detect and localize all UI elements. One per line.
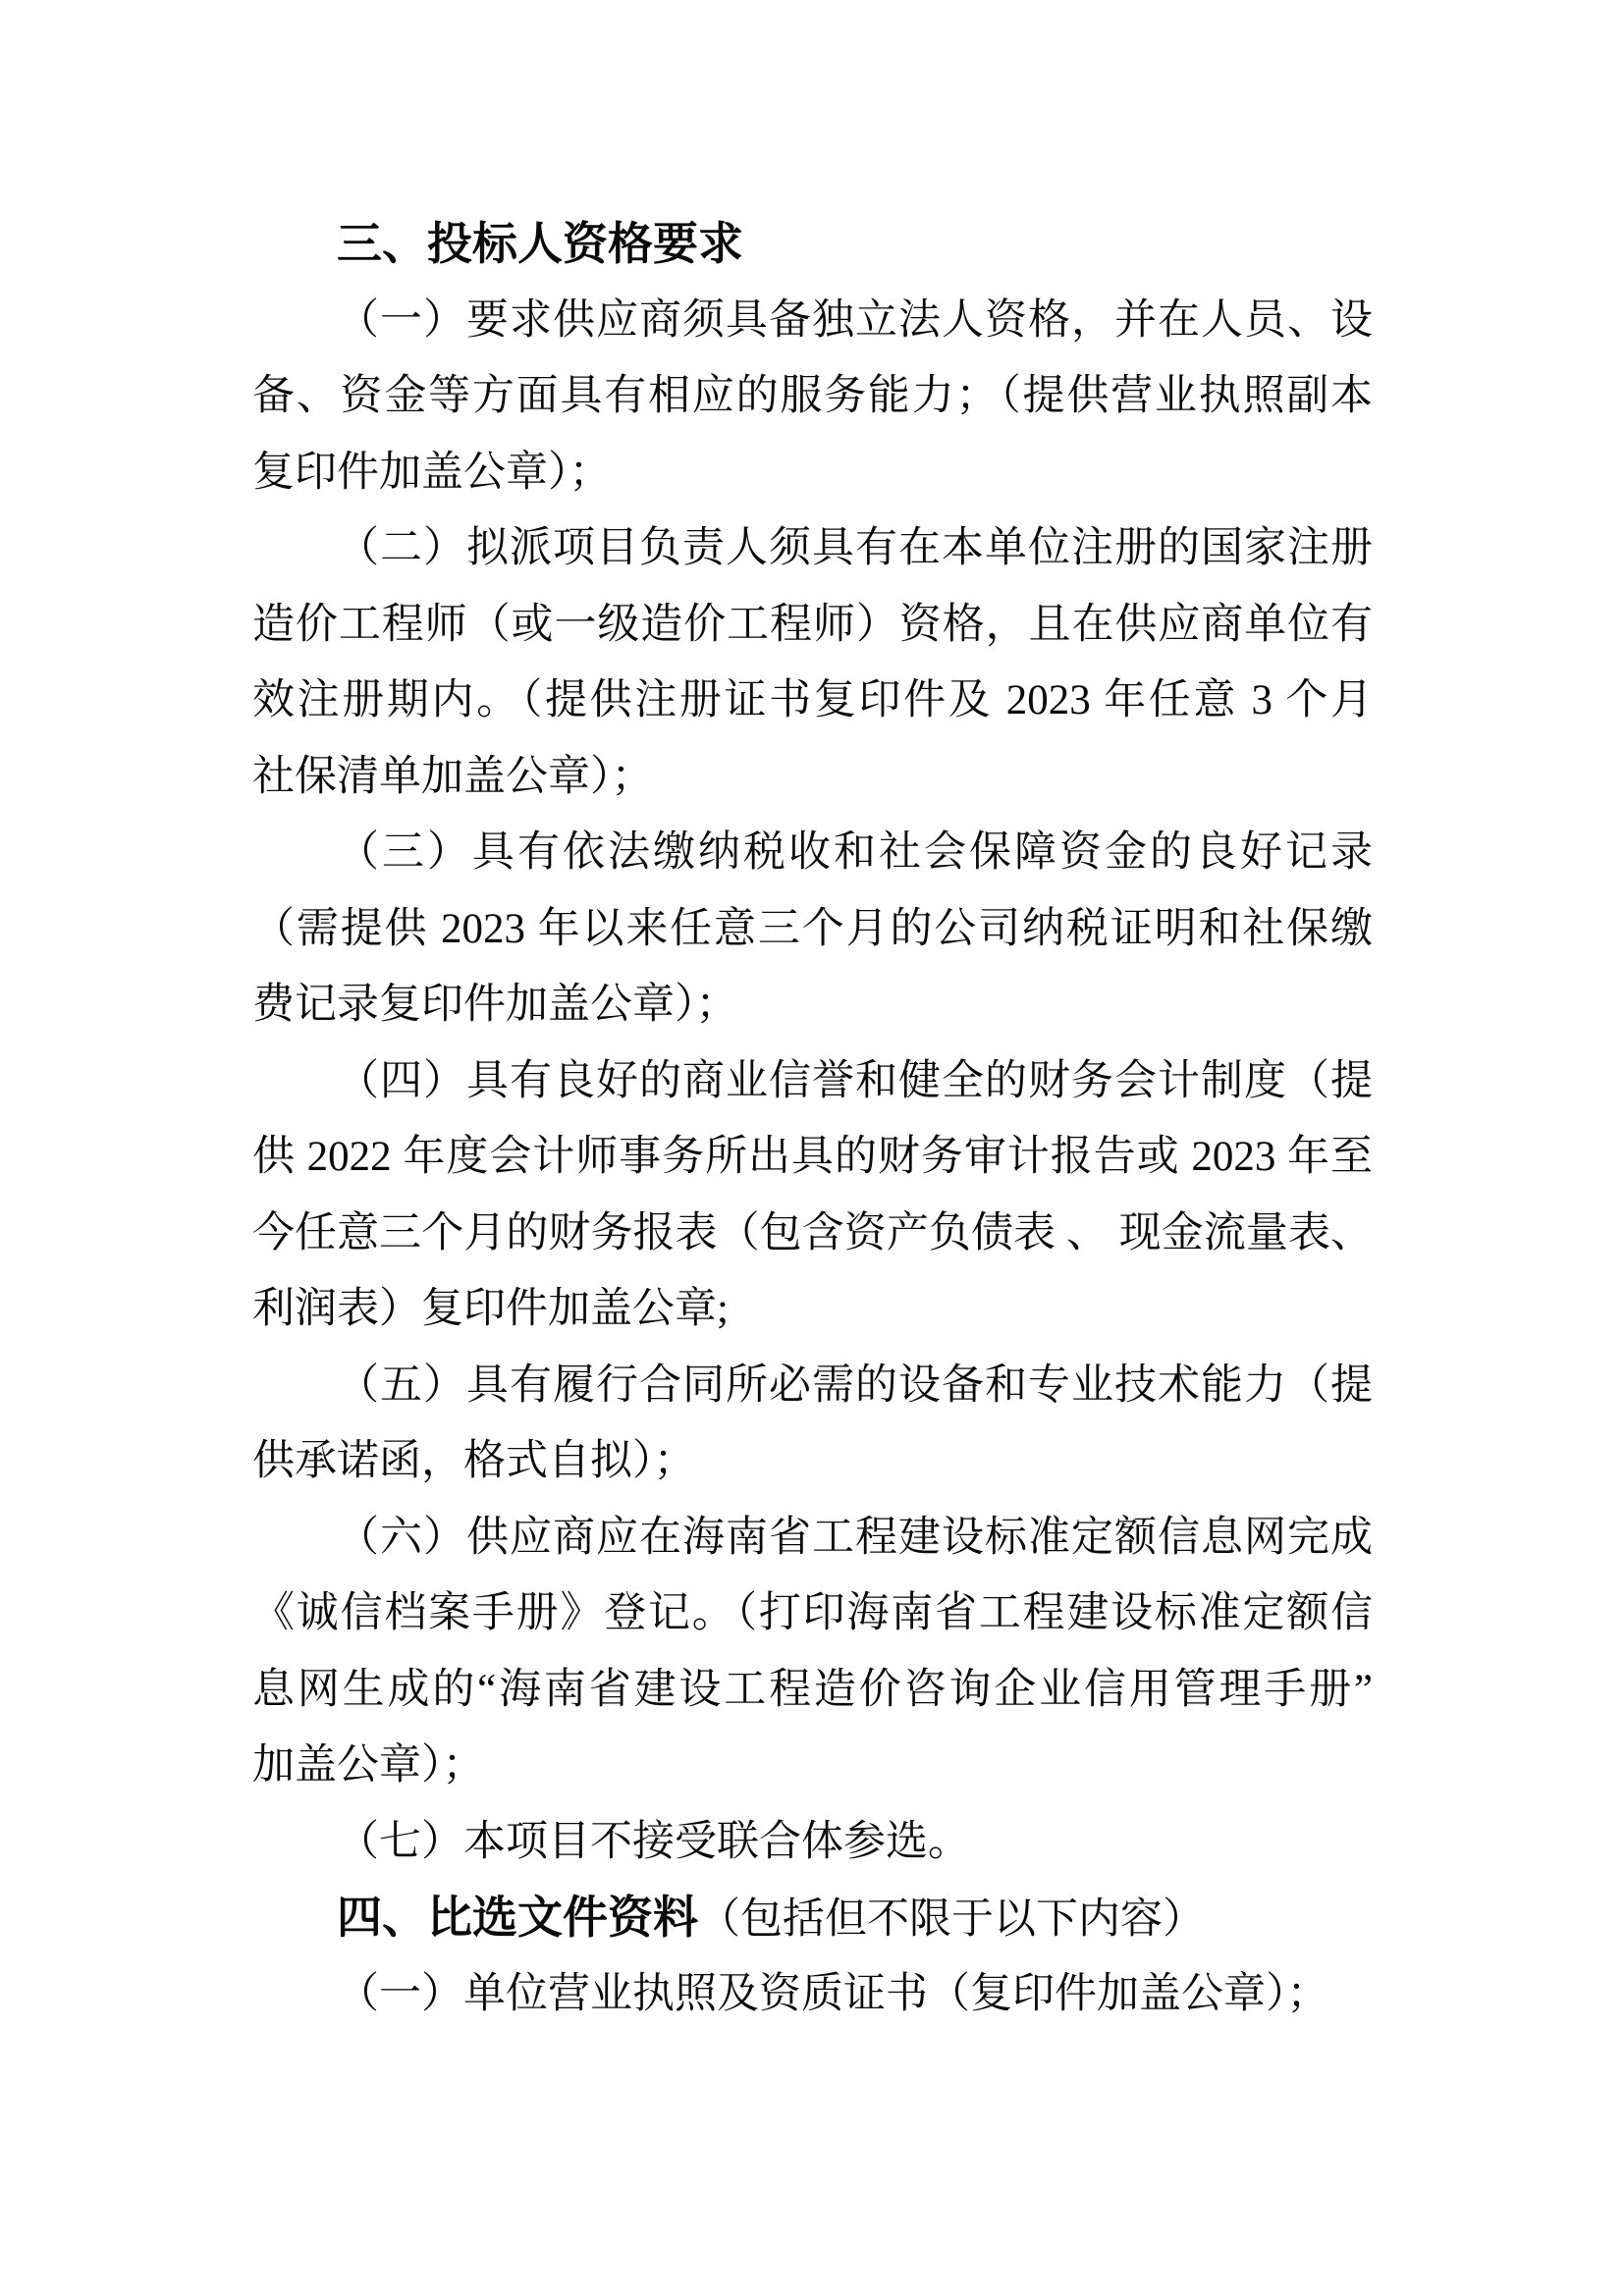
body-text: 加盖公章）； xyxy=(252,1742,485,1789)
body-text: （六）供应商应在海南省工程建设标准定额信息网完成 xyxy=(337,1514,1373,1561)
body-text: （需提供 2023 年以来任意三个月的公司纳税证明和社保缴 xyxy=(252,905,1373,952)
body-text: 社保清单加盖公章）； xyxy=(252,753,654,800)
body-text: 息网生成的“海南省建设工程造价咨询企业信用管理手册” xyxy=(252,1666,1373,1713)
body-text: （四）具有良好的商业信誉和健全的财务会计制度（提 xyxy=(337,1057,1373,1104)
body-text: 备、资金等方面具有相应的服务能力；（提供营业执照副本 xyxy=(252,373,1373,419)
document-line xyxy=(252,1652,1373,1729)
body-text: 费记录复印件加盖公章）； xyxy=(252,982,738,1028)
document-line xyxy=(252,587,1373,664)
section-heading-3 xyxy=(252,206,1373,283)
document-line xyxy=(252,1956,1373,2033)
document-line xyxy=(252,1804,1373,1881)
body-text: 《诚信档案手册》登记。（打印海南省工程建设标准定额信 xyxy=(252,1590,1373,1636)
document-line xyxy=(252,663,1373,739)
document-line xyxy=(252,967,1373,1043)
body-text: 复印件加盖公章）； xyxy=(252,449,612,496)
document-line xyxy=(252,1728,1373,1804)
document-line xyxy=(252,739,1373,816)
document-line xyxy=(252,1119,1373,1196)
document-line xyxy=(252,1043,1373,1120)
document-line xyxy=(252,891,1373,968)
section-heading-text: 四、比选文件资料 xyxy=(337,1892,698,1943)
body-text: 效注册期内。（提供注册证书复印件及 2023 年任意 3 个月 xyxy=(252,677,1373,723)
document-line xyxy=(252,510,1373,587)
body-text: 利润表）复印件加盖公章; xyxy=(252,1286,729,1332)
document-line xyxy=(252,283,1373,359)
section-heading-text: 三、投标人资格要求 xyxy=(337,218,743,269)
section-heading-4 xyxy=(252,1880,1373,1956)
body-text: （七）本项目不接受联合体参选。 xyxy=(337,1818,970,1865)
document-line xyxy=(252,435,1373,511)
document-body xyxy=(252,206,1373,2032)
body-text: 今任意三个月的财务报表（包含资产负债表 、 现金流量表、 xyxy=(252,1209,1373,1256)
body-text: （五）具有履行合同所必需的设备和专业技术能力（提 xyxy=(337,1362,1373,1409)
body-text: 造价工程师（或一级造价工程师）资格，且在供应商单位有 xyxy=(252,601,1373,648)
body-text: （三）具有依法缴纳税收和社会保障资金的良好记录 xyxy=(337,829,1373,876)
document-line xyxy=(252,1348,1373,1424)
body-text: （一）要求供应商须具备独立法人资格，并在人员、设 xyxy=(337,296,1373,344)
body-text: （二）拟派项目负责人须具有在本单位注册的国家注册 xyxy=(337,525,1373,571)
body-text: 供 2022 年度会计师事务所出具的财务审计报告或 2023 年至 xyxy=(252,1134,1373,1180)
document-line xyxy=(252,1500,1373,1576)
document-line xyxy=(252,815,1373,891)
body-text: （一）单位营业执照及资质证书（复印件加盖公章）； xyxy=(337,1970,1329,2017)
document-line xyxy=(252,1196,1373,1272)
document-line xyxy=(252,1423,1373,1500)
document-line xyxy=(252,1271,1373,1348)
body-text: （包括但不限于以下内容） xyxy=(698,1896,1205,1943)
document-line xyxy=(252,1575,1373,1652)
body-text: 供承诺函，格式自拟）； xyxy=(252,1438,696,1484)
document-line xyxy=(252,358,1373,435)
